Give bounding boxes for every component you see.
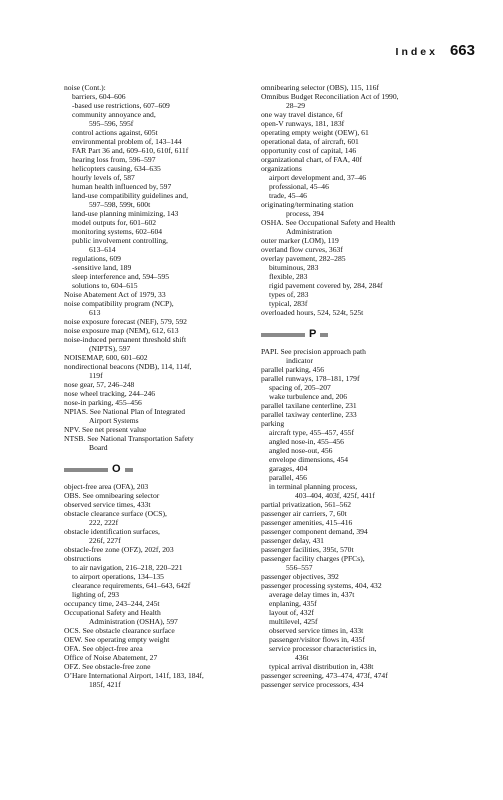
index-subentry: typical, 283f: [269, 299, 308, 308]
index-subentry: land-use planning minimizing, 143: [72, 209, 179, 218]
index-entry: parallel taxiway centerline, 233: [261, 410, 357, 419]
index-subentry: Administration (OSHA), 597: [89, 617, 178, 626]
section-title: Index: [395, 46, 438, 58]
index-subentry: angled nose-in, 455–456: [269, 437, 344, 446]
index-subentry: 119f: [89, 371, 103, 380]
index-subentry: garages, 404: [269, 464, 308, 473]
index-entry: PAPI. See precision approach path: [261, 347, 366, 356]
index-subentry: 556–557: [286, 563, 313, 572]
index-entry: overland flow curves, 363f: [261, 245, 343, 254]
page-number: 663: [449, 42, 475, 59]
letter-p: P: [309, 328, 317, 340]
index-subentry: -based use restrictions, 607–609: [72, 101, 170, 110]
index-entry: obstacle-free zone (OFZ), 202f, 203: [64, 545, 174, 554]
index-subentry: hearing loss from, 596–597: [72, 155, 156, 164]
index-entry: noise (Cont.):: [64, 83, 106, 92]
index-subentry: land-use compatibility guidelines and,: [72, 191, 188, 200]
index-entry: observed service times, 433t: [64, 500, 151, 509]
index-subentry: solutions to, 604–615: [72, 281, 138, 290]
index-entry: originating/terminating station: [261, 200, 354, 209]
index-subentry: 222, 222f: [89, 518, 119, 527]
index-entry: parallel runways, 178–181, 179f: [261, 374, 360, 383]
index-subentry: hourly levels of, 587: [72, 173, 135, 182]
index-entry: nose-in parking, 455–456: [64, 398, 142, 407]
index-subentry: barriers, 604–606: [72, 92, 126, 101]
index-entry: obstacle identification surfaces,: [64, 527, 160, 536]
index-subentry: indicator: [286, 356, 313, 365]
index-subentry: aircraft type, 455–457, 455f: [269, 428, 354, 437]
letter-heading-o: [64, 464, 242, 475]
index-subentry: 436t: [295, 653, 309, 662]
entries-o: [64, 482, 242, 689]
index-subentry: control actions against, 605t: [72, 128, 158, 137]
index-entry: outer marker (LOM), 119: [261, 236, 339, 245]
index-subentry: model outputs for, 601–602: [72, 218, 157, 227]
index-subentry: spacing of, 205–207: [269, 383, 331, 392]
index-entry: opportunity cost of capital, 146: [261, 146, 357, 155]
index-subentry: clearance requirements, 641–643, 642f: [72, 581, 191, 590]
index-entry: obstacle clearance surface (OCS),: [64, 509, 167, 518]
letter-o: O: [112, 463, 121, 475]
index-entry: overloaded hours, 524, 524t, 525t: [261, 308, 364, 317]
index-subentry: passenger/visitor flows in, 435f: [269, 635, 365, 644]
index-entry: obstructions: [64, 554, 102, 563]
index-entry: passenger screening, 473–474, 473f, 474f: [261, 671, 388, 680]
index-entry: NTSB. See National Transportation Safety: [64, 434, 194, 443]
left-column: [64, 83, 242, 689]
index-entry: overlay pavement, 282–285: [261, 254, 346, 263]
index-entry: passenger facility charges (PFCs),: [261, 554, 365, 563]
letter-bar: [261, 333, 305, 337]
index-subentry: angled nose-out, 456: [269, 446, 333, 455]
index-subentry: typical arrival distribution in, 438t: [269, 662, 374, 671]
index-entry: noise-induced permanent threshold shift: [64, 335, 187, 344]
index-entry: OCS. See obstacle clearance surface: [64, 626, 175, 635]
index-entry: passenger objectives, 392: [261, 572, 339, 581]
index-entry: nondirectional beacons (NDB), 114, 114f,: [64, 362, 192, 371]
letter-bar: [320, 333, 328, 337]
index-subentry: wake turbulence and, 206: [269, 392, 348, 401]
index-subentry: helicopters causing, 634–635: [72, 164, 161, 173]
index-subentry: Administration: [286, 227, 332, 236]
index-entry: nose wheel tracking, 244–246: [64, 389, 156, 398]
index-subentry: 613: [89, 308, 101, 317]
index-subentry: (NIPTS), 597: [89, 344, 131, 353]
entries-noise-n: [64, 83, 242, 452]
index-entry: organizational chart, of FAA, 40f: [261, 155, 362, 164]
index-subentry: envelope dimensions, 454: [269, 455, 349, 464]
index-entry: nose gear, 57, 246–248: [64, 380, 135, 389]
index-subentry: in terminal planning process,: [269, 482, 358, 491]
index-subentry: -sensitive land, 189: [72, 263, 132, 272]
index-entry: noise compatibility program (NCP),: [64, 299, 174, 308]
index-entry: Office of Noise Abatement, 27: [64, 653, 158, 662]
index-subentry: community annoyance and,: [72, 110, 156, 119]
index-subentry: human health influenced by, 597: [72, 182, 172, 191]
letter-heading-p: [261, 329, 439, 340]
index-entry: NPIAS. See National Plan of Integrated: [64, 407, 186, 416]
index-entry: open-V runways, 181, 183f: [261, 119, 345, 128]
index-subentry: service processor characteristics in,: [269, 644, 377, 653]
index-entry: operating empty weight (OEW), 61: [261, 128, 369, 137]
index-entry: NOISEMAP, 600, 601–602: [64, 353, 148, 362]
index-entry: passenger air carriers, 7, 60t: [261, 509, 347, 518]
index-entry: passenger service processors, 434: [261, 680, 364, 689]
right-column: [261, 83, 439, 689]
index-entry: OBS. See omnibearing selector: [64, 491, 160, 500]
index-entry: passenger delay, 431: [261, 536, 324, 545]
index-subentry: 595–596, 595f: [89, 119, 134, 128]
letter-bar: [125, 468, 133, 472]
index-entry: omnibearing selector (OBS), 115, 116f: [261, 83, 379, 92]
index-subentry: rigid pavement covered by, 284, 284f: [269, 281, 383, 290]
index-subentry: airport development and, 37–46: [269, 173, 367, 182]
index-entry: object-free area (OFA), 203: [64, 482, 149, 491]
index-subentry: bituminous, 283: [269, 263, 319, 272]
index-entry: noise exposure forecast (NEF), 579, 592: [64, 317, 187, 326]
index-subentry: Board: [89, 443, 108, 452]
index-entry: operational data, of aircraft, 601: [261, 137, 359, 146]
index-subentry: public involvement controlling,: [72, 236, 168, 245]
index-entry: parallel taxilane centerline, 231: [261, 401, 357, 410]
index-subentry: to air navigation, 216–218, 220–221: [72, 563, 183, 572]
index-subentry: Airport Systems: [89, 416, 139, 425]
index-subentry: professional, 45–46: [269, 182, 329, 191]
index-entry: passenger processing systems, 404, 432: [261, 581, 382, 590]
index-entry: passenger amenities, 415–416: [261, 518, 353, 527]
index-entry: Noise Abatement Act of 1979, 33: [64, 290, 166, 299]
index-subentry: 597–598, 599t, 600t: [89, 200, 151, 209]
entries-o-cont: [261, 83, 439, 317]
index-subentry: flexible, 283: [269, 272, 308, 281]
index-entry: one way travel distance, 6f: [261, 110, 343, 119]
index-entry: partial privatization, 561–562: [261, 500, 352, 509]
index-subentry: types of, 283: [269, 290, 309, 299]
index-entry: O’Hare International Airport, 141f, 183, 184f,: [64, 671, 204, 680]
index-subentry: 28–29: [286, 101, 305, 110]
index-subentry: enplaning, 435f: [269, 599, 317, 608]
index-entry: OFA. See object-free area: [64, 644, 143, 653]
index-entry: occupancy time, 243–244, 245t: [64, 599, 160, 608]
index-entry: passenger facilities, 395t, 570t: [261, 545, 354, 554]
index-subentry: to airport operations, 134–135: [72, 572, 164, 581]
index-subentry: 185f, 421f: [89, 680, 121, 689]
index-entry: Occupational Safety and Health: [64, 608, 161, 617]
index-entry: OFZ. See obstacle-free zone: [64, 662, 151, 671]
index-entry: parking: [261, 419, 285, 428]
index-subentry: trade, 45–46: [269, 191, 307, 200]
index-entry: organizations: [261, 164, 302, 173]
index-entry: OEW. See operating empty weight: [64, 635, 170, 644]
index-subentry: 613–614: [89, 245, 116, 254]
index-entry: Omnibus Budget Reconciliation Act of 1990,: [261, 92, 399, 101]
index-subentry: parallel, 456: [269, 473, 307, 482]
index-subentry: 226f, 227f: [89, 536, 121, 545]
index-subentry: layout of, 432f: [269, 608, 314, 617]
index-subentry: observed service times in, 433t: [269, 626, 364, 635]
index-subentry: monitoring systems, 602–604: [72, 227, 163, 236]
index-entry: OSHA. See Occupational Safety and Health: [261, 218, 396, 227]
index-subentry: 403–404, 403f, 425f, 441f: [295, 491, 375, 500]
index-entry: passenger component demand, 394: [261, 527, 368, 536]
index-subentry: environmental problem of, 143–144: [72, 137, 182, 146]
index-subentry: regulations, 609: [72, 254, 121, 263]
index-entry: noise exposure map (NEM), 612, 613: [64, 326, 179, 335]
index-subentry: average delay times in, 437t: [269, 590, 355, 599]
index-subentry: sleep interference and, 594–595: [72, 272, 169, 281]
index-subentry: process, 394: [286, 209, 324, 218]
index-subentry: FAR Part 36 and, 609–610, 610f, 611f: [72, 146, 189, 155]
index-subentry: lighting of, 293: [72, 590, 120, 599]
index-entry: parallel parking, 456: [261, 365, 325, 374]
entries-p: [261, 347, 439, 689]
index-entry: NPV. See net present value: [64, 425, 147, 434]
page-header: [396, 42, 475, 59]
index-subentry: multilevel, 425f: [269, 617, 318, 626]
letter-bar: [64, 468, 108, 472]
